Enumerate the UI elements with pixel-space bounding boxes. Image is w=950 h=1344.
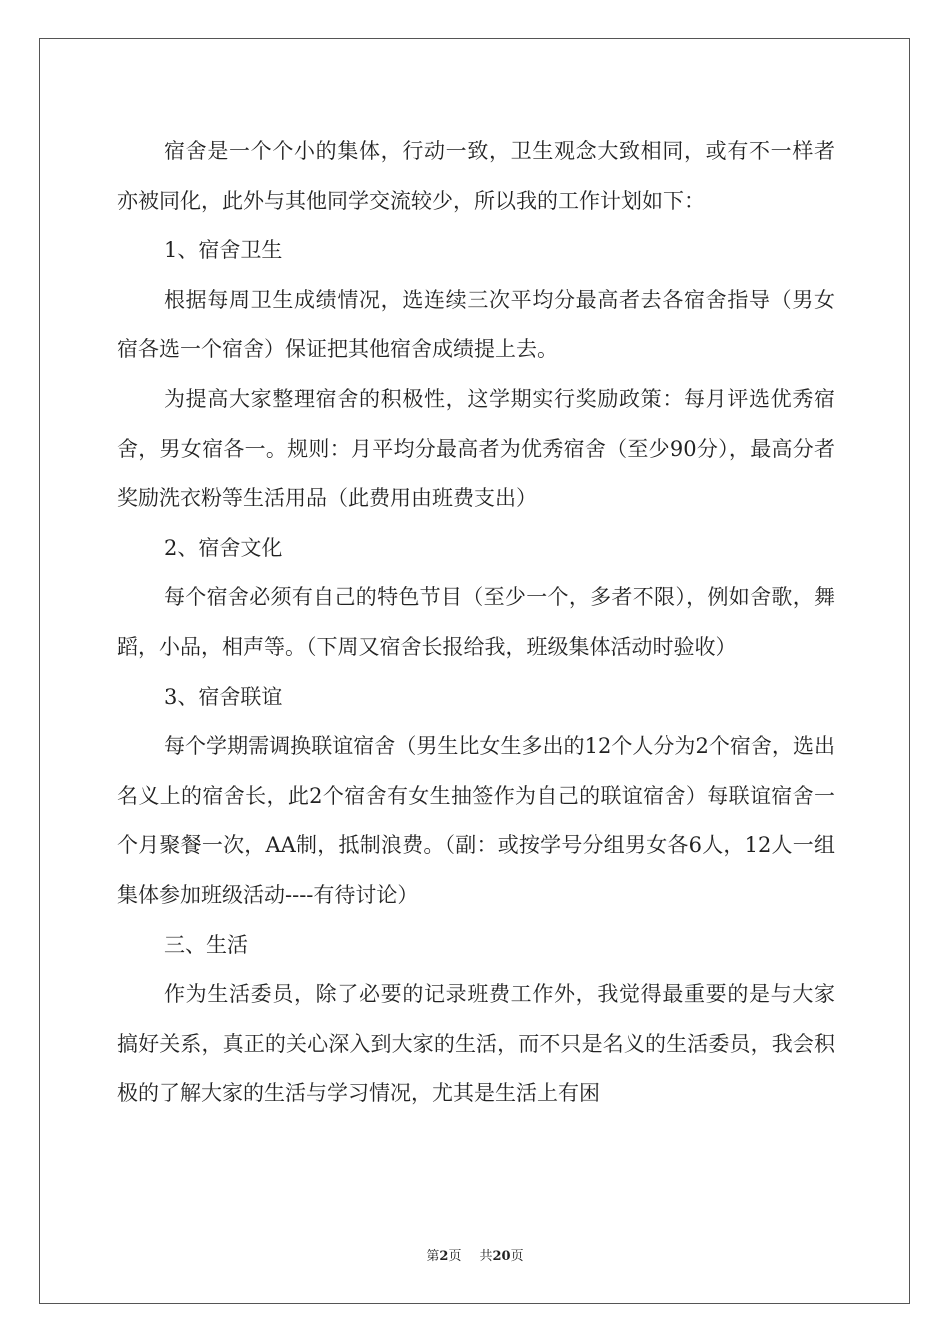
paragraph-intro: 宿舍是一个个小的集体，行动一致，卫生观念大致相同，或有不一样者亦被同化，此外与其他同学交流较少，所以我的工作计划如下： [117, 139, 835, 213]
heading-dorm-culture: 2、宿舍文化 [164, 535, 283, 560]
heading-dorm-hygiene: 1、宿舍卫生 [164, 238, 283, 263]
document-body [117, 127, 835, 1119]
paragraph-hygiene-reward: 为提高大家整理宿舍的积极性，这学期实行奖励政策：每月评选优秀宿舍，男女宿各一。规则：月平均分最高者为优秀宿舍（至少90分），最高分者奖励洗衣粉等生活用品（此费用由班费支出） [117, 386, 835, 511]
page-footer [0, 1245, 950, 1264]
total-prefix: 共 [479, 1249, 493, 1264]
paragraph-life: 作为生活委员，除了必要的记录班费工作外，我觉得最重要的是与大家搞好关系，真正的关心深入到大家的生活，而不只是名义的生活委员，我会积极的了解大家的生活与学习情况，尤其是生活上有困 [117, 982, 835, 1106]
page-current: 2 [439, 1249, 449, 1264]
page-suffix: 页 [448, 1249, 462, 1264]
paragraph-dorm-fellowship: 每个学期需调换联谊宿舍（男生比女生多出的12个人分为2个宿舍，选出名义上的宿舍长，此2个宿舍有女生抽签作为自己的联谊宿舍）每联谊宿舍一个月聚餐一次，AA制，抵制浪费。（副：或按学号分组男女各6人，12人一组集体参加班级活动----有待讨论） [117, 734, 835, 907]
page-prefix: 第 [426, 1249, 440, 1264]
total-suffix: 页 [510, 1249, 524, 1264]
paragraph-dorm-culture: 每个宿舍必须有自己的特色节目（至少一个，多者不限），例如舍歌，舞蹈，小品，相声等。（下周又宿舍长报给我，班级集体活动时验收） [117, 585, 835, 659]
page-total: 20 [492, 1249, 511, 1264]
heading-life: 三、生活 [164, 932, 248, 957]
paragraph-hygiene-guidance: 根据每周卫生成绩情况，选连续三次平均分最高者去各宿舍指导（男女宿各选一个宿舍）保证把其他宿舍成绩提上去。 [117, 287, 835, 362]
heading-dorm-fellowship: 3、宿舍联谊 [164, 684, 283, 709]
